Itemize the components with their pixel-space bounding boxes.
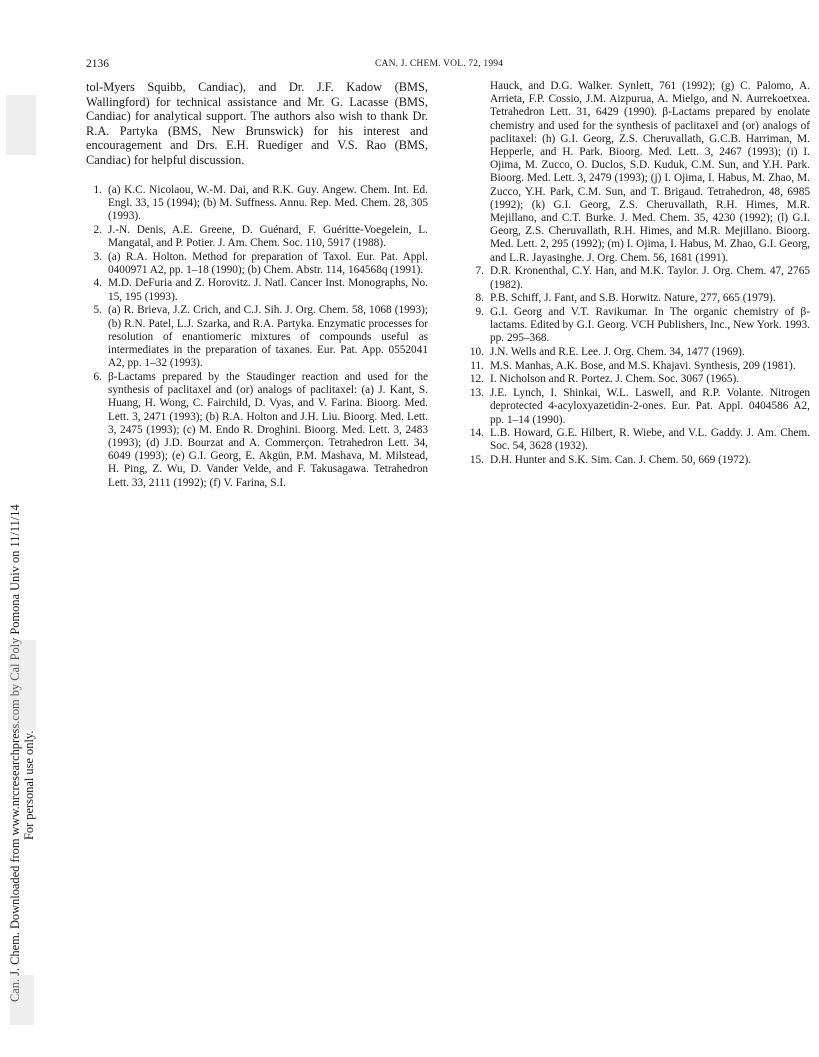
reference-number: 8. [475, 292, 484, 305]
running-head [86, 58, 746, 74]
reference-list-right [468, 265, 810, 467]
reference-item [468, 427, 810, 453]
reference-number: 12. [469, 373, 484, 386]
reference-item [468, 454, 810, 467]
reference-item [86, 304, 428, 370]
reference-item [468, 306, 810, 346]
journal-citation-line: CAN. J. CHEM. VOL. 72, 1994 [375, 59, 504, 69]
reference-number: 9. [475, 305, 484, 318]
scan-speckle [8, 640, 36, 730]
reference-item [86, 184, 428, 224]
reference-item [86, 224, 428, 250]
scan-speckle [6, 95, 36, 155]
reference-item [86, 251, 428, 277]
reference-text: J.-N. Denis, A.E. Greene, D. Guénard, F. Guéritte-Voegelein, L. Mangatal, and P. Potier. J. Am. Chem. Soc. 110, 5917 (1988). [108, 223, 428, 249]
reference-text: L.B. Howard, G.E. Hilbert, R. Wiebe, and V.L. Gaddy. J. Am. Chem. Soc. 54, 3628 (1932). [490, 427, 810, 453]
reference-item [468, 292, 810, 305]
reference-number: 15. [469, 454, 484, 467]
reference-text: J.N. Wells and R.E. Lee. J. Org. Chem. 34, 1477 (1969). [490, 346, 745, 359]
reference-text: I. Nicholson and R. Portez. J. Chem. Soc. 3067 (1965). [490, 373, 740, 386]
download-notice-sidebar [2, 140, 44, 1000]
reference-text: D.R. Kronenthal, C.Y. Han, and M.K. Taylor. J. Org. Chem. 47, 2765 (1982). [490, 265, 810, 291]
reference-item [468, 373, 810, 386]
reference-number: 5. [93, 304, 102, 317]
reference-number: 1. [93, 183, 102, 196]
personal-use-notice: For personal use only. [22, 730, 36, 840]
reference-number: 2. [93, 223, 102, 236]
reference-number: 6. [93, 370, 102, 383]
reference-number: 4. [93, 277, 102, 290]
right-column [468, 80, 810, 468]
reference-number: 10. [469, 346, 484, 359]
reference-item [86, 277, 428, 303]
reference-text: (a) R. Brieva, J.Z. Crich, and C.J. Sih. J. Org. Chem. 58, 1068 (1993); (b) R.N. Patel, L.J. Szarka, and R.A. Partyka. Enzymatic processes for resolution of enantiomeric mixtures of compounds useful as intermediates in the preparation of taxanes. Eur. Pat. App. 0552041 A2, pp. 1–32 (1993). [108, 304, 428, 370]
reference-text: P.B. Schiff, J. Fant, and S.B. Horwitz. Nature, 277, 665 (1979). [490, 292, 776, 305]
download-notice-line: Can. J. Chem. Downloaded from www.nrcresearchpress.com by Cal Poly Pomona Univ on 11/11/14 [8, 504, 22, 1002]
reference-6-continuation: Hauck, and D.G. Walker. Synlett, 761 (1992); (g) C. Palomo, A. Arrieta, F.P. Cossio, J.M. Aizpurua, A. Mielgo, and N. Aurrekoetxea. Tetrahedron Lett. 31, 6429 (1990). β-Lactams prepared by enolate chemistry and used for the synthesis of paclitaxel and (or) analogs of paclitaxel: (h) G.I. Georg, Z.S. Cheruvallath, G.C.B. Harriman, M. Hepperle, and H. Park. Bioorg. Med. Lett. 3, 2467 (1993); (i) I. Ojima, M. Zucco, O. Duclos, S.D. Kuduk, C.M. Sun, and Y.H. Park. Bioorg. Med. Lett. 3, 2479 (1993); (j) I. Ojima, I. Habus, M. Zhao, M. Zucco, Y.H. Park, C.M. Sun, and T. Brigaud. Tetrahedron, 48, 6985 (1992); (k) G.I. Georg, Z.S. Cheruvallath, R.H. Himes, M.R. Mejillano, and C.T. Burke. J. Med. Chem. 35, 4230 (1992); (l) G.I. Georg, Z.S. Cheruvallath, R.H. Himes, and M.R. Mejillano. Bioorg. Med. Lett. 2, 295 (1992); (m) I. Ojima, I. Habus, M. Zhao, G.I. Georg, and L.R. Jayasinghe. J. Org. Chem. 56, 1681 (1991). [490, 80, 810, 264]
reference-number: 14. [469, 427, 484, 440]
reference-text: (a) K.C. Nicolaou, W.-M. Dai, and R.K. Guy. Angew. Chem. Int. Ed. Engl. 33, 15 (1994); (b) M. Suffness. Annu. Rep. Med. Chem. 28, 305 (1993). [108, 183, 428, 222]
reference-text: M.S. Manhas, A.K. Bose, and M.S. Khajavi. Synthesis, 209 (1981). [490, 359, 796, 372]
reference-item [468, 360, 810, 373]
scan-speckle [10, 975, 34, 1025]
reference-text: (a) R.A. Holton. Method for preparation of Taxol. Eur. Pat. Appl. 0400971 A2, pp. 1–18 (1990); (b) Chem. Abstr. 114, 164568q (1991). [108, 250, 428, 276]
reference-text: M.D. DeFuria and Z. Horovitz. J. Natl. Cancer Inst. Monographs, No. 15, 195 (1993). [108, 277, 428, 303]
reference-text: G.I. Georg and V.T. Ravikumar. In The organic chemistry of β-lactams. Edited by G.I. Georg. VCH Publishers, Inc., New York. 1993. pp. 295–368. [490, 305, 810, 345]
page-number: 2136 [86, 58, 109, 70]
reference-number: 7. [475, 265, 484, 278]
reference-item [86, 371, 428, 490]
reference-number: 13. [469, 387, 484, 400]
reference-item [468, 387, 810, 427]
reference-item [468, 346, 810, 359]
reference-text: β-Lactams prepared by the Staudinger reaction and used for the synthesis of paclitaxel and (or) analogs of paclitaxel: (a) J. Kant, S. Huang, H. Wong, C. Fairchild, D. Vyas, and V. Farina. Bioorg. Med. Lett. 3, 2471 (1993); (b) R.A. Holton and J.H. Liu. Bioorg. Med. Lett. 3, 2475 (1993); (c) M. Endo R. Droghini. Bioorg. Med. Lett. 3, 2483 (1993); (d) J.D. Bourzat and A. Commerçon. Tetrahedron Lett. 34, 6049 (1993); (e) G.I. Georg, E. Akgün, P.M. Mashava, M. Milstead, H. Ping, Z. Wu, D. Vander Velde, and F. Takusagawa. Tetrahedron Lett. 33, 2111 (1992); (f) V. Farina, S.I. [108, 370, 428, 489]
reference-text: D.H. Hunter and S.K. Sim. Can. J. Chem. 50, 669 (1972). [490, 454, 752, 467]
acknowledgement-paragraph: tol-Myers Squibb, Candiac), and Dr. J.F. Kadow (BMS, Wallingford) for technical assistance and Mr. G. Lacasse (BMS, Candiac) for analytical support. The authors also wish to thank Dr. R.A. Partyka (BMS, New Brunswick) for his interest and encouragement and Drs. E.H. Ruediger and V.S. Rao (BMS, Candiac) for helpful discussion. [86, 80, 428, 167]
reference-item [468, 265, 810, 291]
reference-number: 3. [93, 250, 102, 263]
left-column [86, 80, 428, 490]
reference-list-left [86, 184, 428, 490]
reference-text: J.E. Lynch, I. Shinkai, W.L. Laswell, and R.P. Volante. Nitrogen deprotected 4-acyloxyazetidin-2-ones. Eur. Pat. Appl. 0404586 A2, pp. 1–14 (1990). [490, 387, 810, 426]
reference-number: 11. [470, 359, 484, 372]
